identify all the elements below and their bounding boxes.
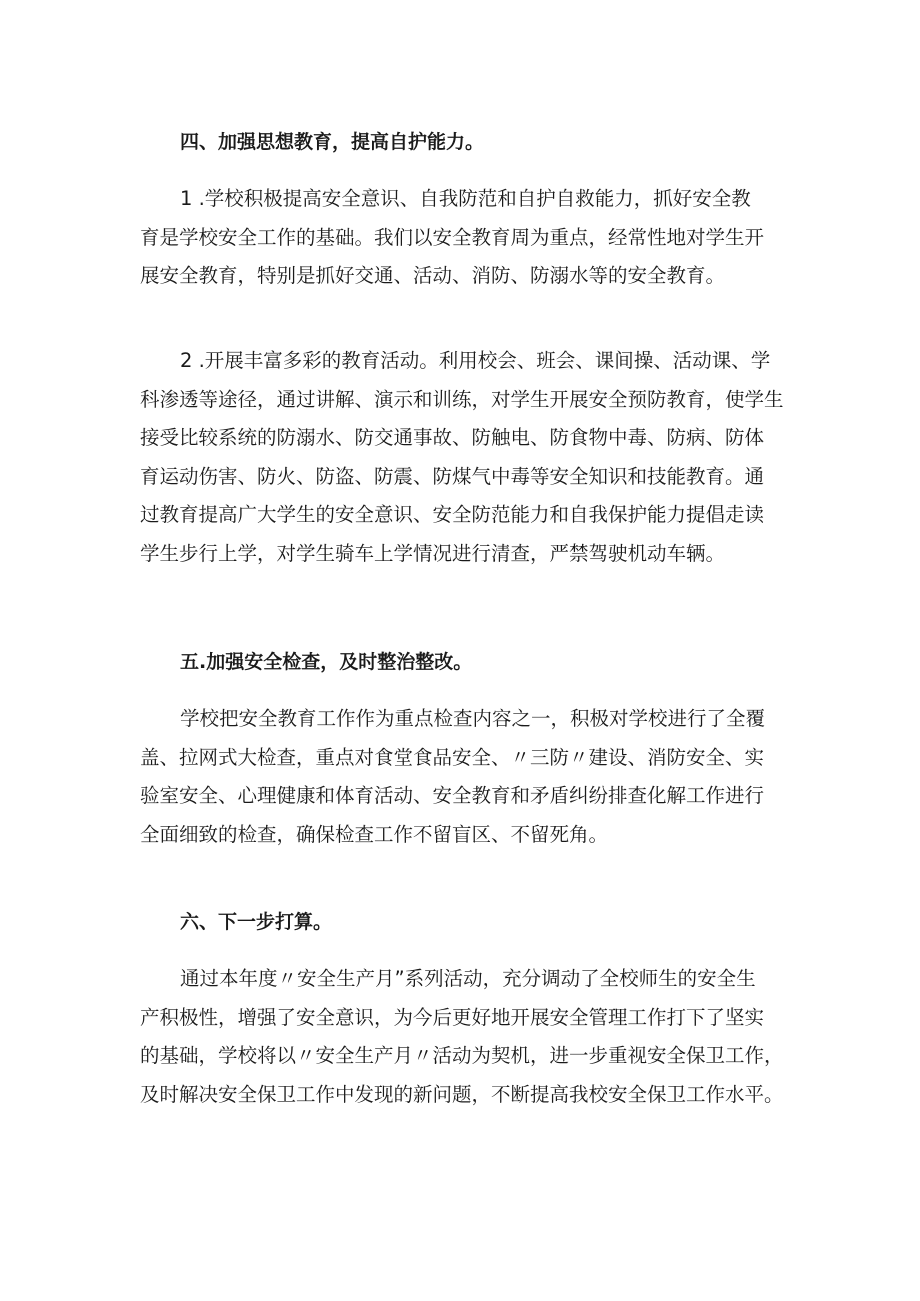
paragraph-line: 验室安全、心理健康和体育活动、安全教育和矛盾纠纷排查化解工作进行 [140,784,765,807]
paragraph-6-1 [140,960,800,1114]
paragraph-line: 育是学校安全工作的基础。我们以安全教育周为重点，经常性地对学生开 [140,225,765,249]
paragraph-line: 展安全教育，特别是抓好交通、活动、消防、防溺水等的安全教育。 [140,264,726,287]
paragraph-5-1 [140,700,800,854]
paragraph-line: 产积极性，增强了安全意识，为今后更好地开展安全管理工作打下了坚实 [140,1005,765,1029]
paragraph-line: 及时解决安全保卫工作中发现的新问题，不断提高我校安全保卫工作水平。 [140,1082,784,1106]
paragraph-line: 学校把安全教育工作作为重点检查内容之一，积极对学校进行了全覆 [180,707,766,730]
paragraph-line: 2 .开展丰富多彩的教育活动。利用校会、班会、课间操、活动课、学 [180,349,771,372]
paragraph-line: 接受比较系统的防溺水、防交通事故、防触电、防食物中毒、防病、防体 [140,426,765,449]
section-heading-6: 六、下一步打算。 [180,911,333,933]
paragraph-line: 盖、拉网式大检查，重点对食堂食品安全、〃三防〃建设、消防安全、实 [140,745,765,769]
paragraph-4-1 [140,180,800,296]
paragraph-line: 1 .学校积极提高安全意识、自我防范和自护自救能力，抓好安全教 [180,187,751,210]
paragraph-line: 的基础，学校将以〃安全生产月〃活动为契机，进一步重视安全保卫工作， [140,1044,784,1067]
paragraph-line: 学生步行上学，对学生骑车上学情况进行清查，严禁驾驶机动车辆。 [140,541,726,565]
section-heading-5: 五.加强安全检查，及时整治整改。 [180,651,473,673]
section-heading-4: 四、加强思想教育，提高自护能力。 [180,131,485,153]
paragraph-line: 通过本年度〃安全生产月”系列活动，充分调动了全校师生的安全生 [180,967,756,990]
paragraph-line: 育运动伤害、防火、防盗、防震、防煤气中毒等安全知识和技能教育。通 [140,464,765,488]
paragraph-line: 科渗透等途径，通过讲解、演示和训练，对学生开展安全预防教育，使学生 [140,387,784,411]
paragraph-4-2 [140,342,800,573]
paragraph-line: 过教育提高广大学生的安全意识、安全防范能力和自我保护能力提倡走读 [140,503,765,526]
paragraph-line: 全面细致的检查，确保检查工作不留盲区、不留死角。 [140,822,609,846]
